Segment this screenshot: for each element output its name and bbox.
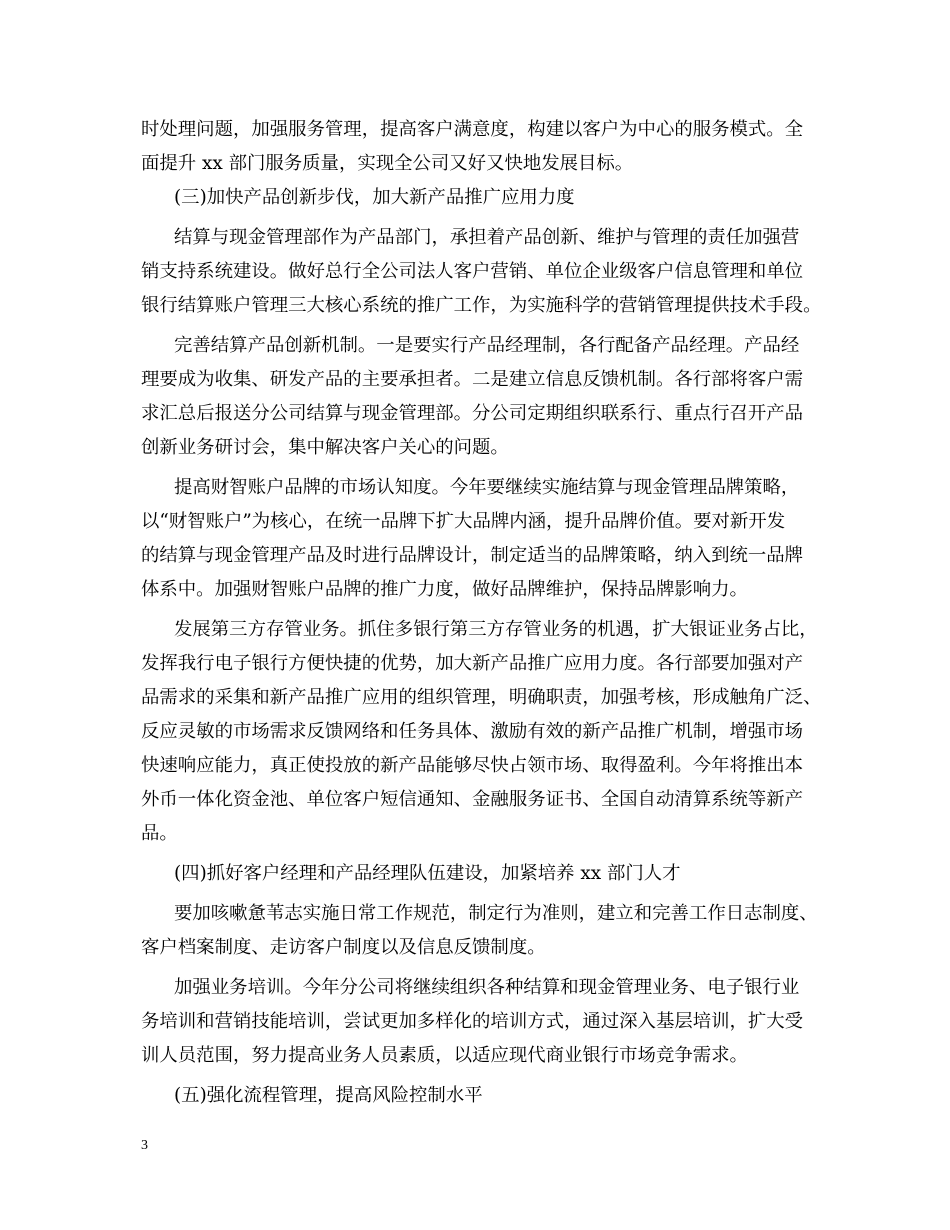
text-line: 发挥我行电子银行方便快捷的优势，加大新产品推广应用力度。各行部要加强对产 (141, 653, 804, 674)
text-line: 反应灵敏的市场需求反馈网络和任务具体、激励有效的新产品推广机制，增强市场 (141, 721, 804, 742)
page-number: 3 (141, 1138, 148, 1153)
text-line: 销支持系统建设。做好总行全公司法人客户营销、单位企业级客户信息管理和单位 (141, 261, 804, 282)
text-line: 结算与现金管理部作为产品部门，承担着产品创新、维护与管理的责任加强营 (174, 227, 800, 248)
text-line: 务培训和营销技能培训，尝试更加多样化的培训方式，通过深入基层培训，扩大受 (141, 1011, 804, 1032)
text-line: (四)抓好客户经理和产品经理队伍建设，加紧培养 xx 部门人才 (174, 863, 681, 884)
text-line: 以“财智账户”为核心，在统一品牌下扩大品牌内涵，提升品牌价值。要对新开发 (141, 511, 786, 532)
text-line: 完善结算产品创新机制。一是要实行产品经理制，各行配备产品经理。产品经 (174, 335, 800, 356)
text-line: 外币一体化资金池、单位客户短信通知、金融服务证书、全国自动清算系统等新产 (141, 789, 804, 810)
text-line: (三)加快产品创新步伐，加大新产品推广应用力度 (174, 187, 575, 208)
text-line: 品需求的采集和新产品推广应用的组织管理，明确职责，加强考核，形成触角广泛、 (141, 687, 822, 708)
text-line: 加强业务培训。今年分公司将继续组织各种结算和现金管理业务、电子银行业 (174, 977, 800, 998)
text-line: 快速响应能力，真正使投放的新产品能够尽快占领市场、取得盈利。今年将推出本 (141, 755, 804, 776)
text-line: 银行结算账户管理三大核心系统的推广工作，为实施科学的营销管理提供技术手段。 (141, 295, 822, 316)
text-line: 训人员范围，努力提高业务人员素质，以适应现代商业银行市场竞争需求。 (141, 1045, 748, 1066)
text-line: 发展第三方存管业务。抓住多银行第三方存管业务的机遇，扩大银证业务占比， (174, 619, 818, 640)
text-line: 理要成为收集、研发产品的主要承担者。二是建立信息反馈机制。各行部将客户需 (141, 369, 804, 390)
text-line: 创新业务研讨会，集中解决客户关心的问题。 (141, 437, 509, 458)
text-line: 的结算与现金管理产品及时进行品牌设计，制定适当的品牌策略，纳入到统一品牌 (141, 545, 804, 566)
text-line: 要加咳嗽惫苇志实施日常工作规范，制定行为准则，建立和完善工作日志制度、 (174, 903, 818, 924)
text-line: 品。 (141, 823, 178, 844)
text-line: 提高财智账户品牌的市场认知度。今年要继续实施结算与现金管理品牌策略， (174, 477, 800, 498)
text-line: 求汇总后报送分公司结算与现金管理部。分公司定期组织联系行、重点行召开产品 (141, 403, 804, 424)
body-text (141, 113, 821, 1113)
text-line: 面提升 xx 部门服务质量，实现全公司又好又快地发展目标。 (141, 153, 634, 174)
text-line: 时处理问题，加强服务管理，提高客户满意度，构建以客户为中心的服务模式。全 (141, 119, 804, 140)
text-line: 客户档案制度、走访客户制度以及信息反馈制度。 (141, 937, 546, 958)
text-line: 体系中。加强财智账户品牌的推广力度，做好品牌维护，保持品牌影响力。 (141, 579, 748, 600)
text-line: (五)强化流程管理，提高风险控制水平 (174, 1085, 483, 1106)
